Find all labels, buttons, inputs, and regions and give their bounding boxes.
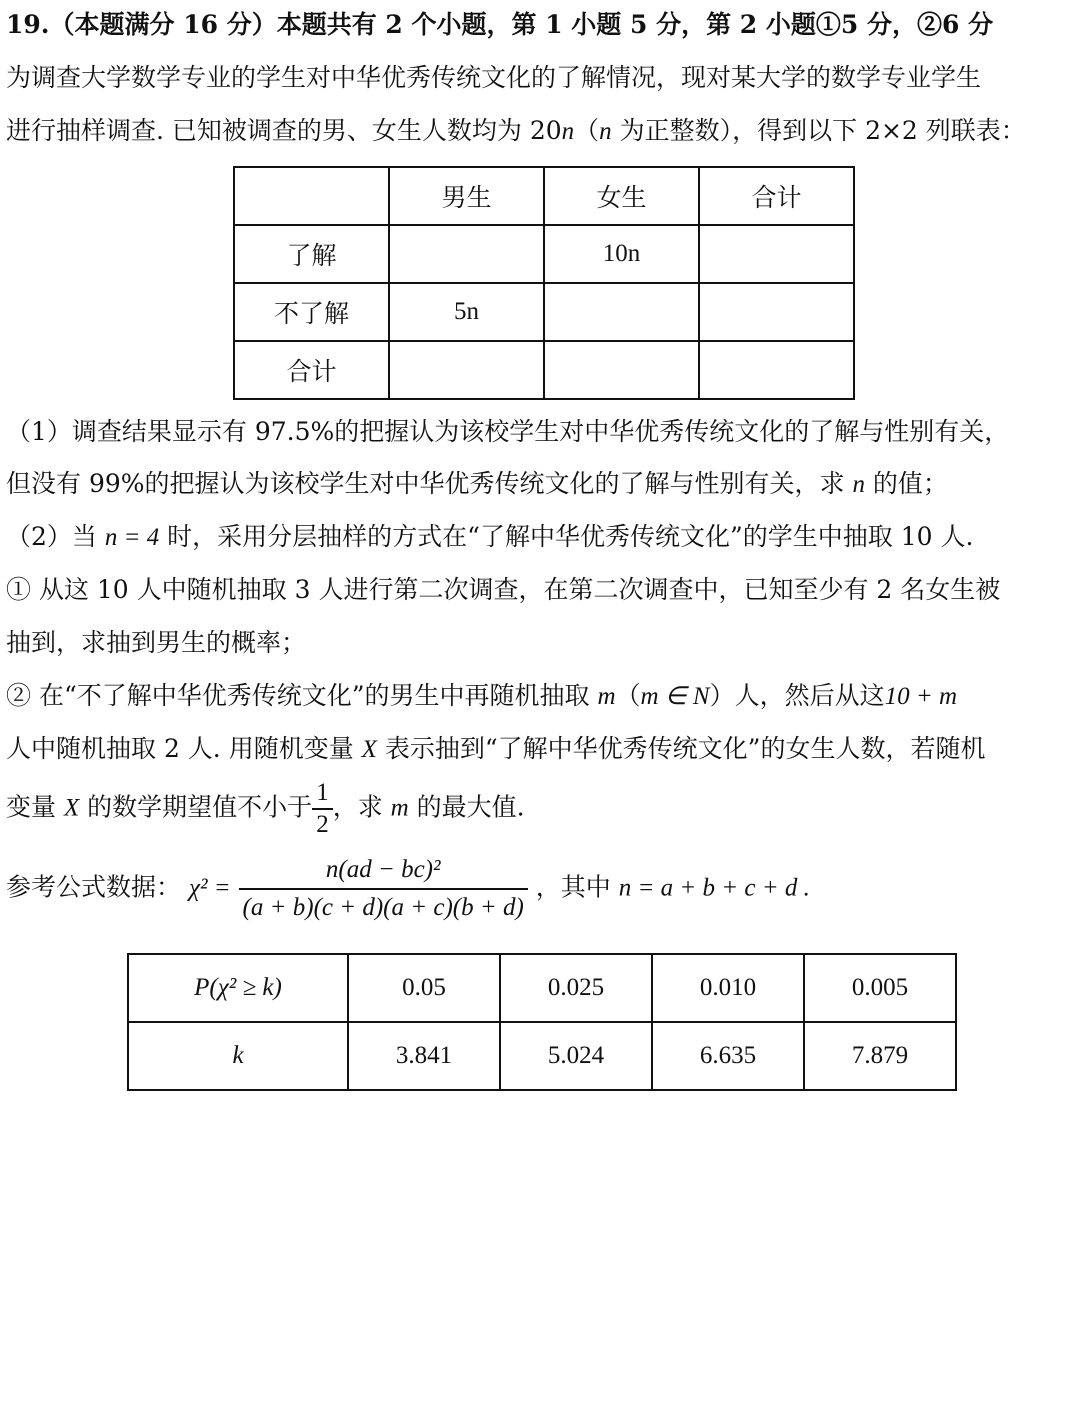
var-n: n <box>561 118 575 145</box>
q2b-text: ）人，然后从这 <box>709 681 885 710</box>
q2b-text: 变量 <box>6 792 64 822</box>
table-cell: 5n <box>389 283 544 341</box>
table-cell <box>544 283 699 341</box>
table-cell <box>699 283 854 341</box>
intro-text: 为正整数），得到以下 2×2 列联表： <box>611 116 1026 145</box>
k-label: k <box>232 1042 244 1069</box>
question-2a-line-1: ① 从这 10 人中随机抽取 3 人进行第二次调查，在第二次调查中，已知至少有 2 名女生被 <box>6 575 1001 604</box>
q1-text: 但没有 99%的把握认为该校学生对中华优秀传统文化的了解与性别有关，求 <box>6 469 853 498</box>
q2b-text: 的数学期望值不小于 <box>79 792 313 822</box>
row-label: 了解 <box>234 225 389 283</box>
var-m: m <box>390 794 409 822</box>
table-cell: 3.841 <box>348 1022 500 1090</box>
question-2-line-1 <box>6 520 973 555</box>
fraction-numerator: 1 <box>316 779 329 806</box>
row-label: 合计 <box>234 341 389 399</box>
table-row <box>234 283 854 341</box>
intro-line-1: 为调查大学数学专业的学生对中华优秀传统文化的了解情况，现对某大学的数学专业学生 <box>6 63 982 92</box>
p-label: P(χ² ≥ k) <box>194 974 282 1001</box>
table-header-cell: 合计 <box>699 167 854 225</box>
var-x: X <box>361 736 377 763</box>
table-row <box>234 225 854 283</box>
row-label: 不了解 <box>234 283 389 341</box>
fraction-one-half <box>312 778 333 840</box>
table-cell: 5.024 <box>500 1022 652 1090</box>
table-header-cell <box>234 167 389 225</box>
chi-square-fraction <box>239 852 528 926</box>
formula-label: 参考公式数据： <box>6 872 182 902</box>
q2b-text: 的最大值. <box>408 792 525 822</box>
var-x: X <box>63 794 80 822</box>
table-row <box>128 1022 956 1090</box>
expr-10-plus-m: 10 + m <box>884 683 958 710</box>
q2b-text: ② 在“不了解中华优秀传统文化”的男生中再随机抽取 <box>6 681 598 710</box>
var-m: m <box>597 683 616 710</box>
intro-text: （ <box>574 116 600 145</box>
q2b-text: ，求 <box>332 792 391 822</box>
row-label <box>128 1022 348 1090</box>
problem-header: 19.（本题满分 16 分）本题共有 2 个小题，第 1 小题 5 分，第 2 小题①5 分，②6 分 <box>6 10 994 39</box>
q2-text: 时，采用分层抽样的方式在“了解中华优秀传统文化”的学生中抽取 10 人. <box>159 522 974 551</box>
question-2b-line-3 <box>6 778 525 840</box>
expr-n-equals-4: n = 4 <box>104 524 160 551</box>
var-n: n <box>599 118 612 145</box>
var-n: n <box>852 471 865 498</box>
reference-formula <box>6 852 810 926</box>
table-header-cell: 女生 <box>544 167 699 225</box>
table-cell <box>389 225 544 283</box>
table-row <box>234 341 854 399</box>
table-cell <box>544 341 699 399</box>
table-cell: 10n <box>544 225 699 283</box>
table-cell: 6.635 <box>652 1022 804 1090</box>
expr-m-in-n: m ∈ N <box>640 683 710 710</box>
formula-denominator: (a + b)(c + d)(a + c)(b + d) <box>239 888 528 926</box>
chi-square-table <box>127 953 957 1091</box>
table-row <box>128 954 956 1022</box>
q2b-text: 人中随机抽取 2 人. 用随机变量 <box>6 734 362 763</box>
formula-suffix: ，其中 <box>535 872 611 902</box>
table-header-cell: 男生 <box>389 167 544 225</box>
table-cell: 0.005 <box>804 954 956 1022</box>
formula-condition: n = a + b + c + d . <box>618 874 810 902</box>
chi-square-lhs: χ² = <box>188 874 231 902</box>
table-cell: 7.879 <box>804 1022 956 1090</box>
table-cell <box>699 225 854 283</box>
table-header-row <box>234 167 854 225</box>
table-cell: 0.05 <box>348 954 500 1022</box>
q2b-text: （ <box>615 681 641 710</box>
question-1-line-2 <box>6 467 948 502</box>
fraction-denominator: 2 <box>312 808 333 840</box>
row-label <box>128 954 348 1022</box>
question-1-line-1: （1）调查结果显示有 97.5%的把握认为该校学生对中华优秀传统文化的了解与性别有关， <box>6 417 1010 446</box>
q1-text: 的值； <box>864 469 948 498</box>
table-cell <box>389 341 544 399</box>
table-cell <box>699 341 854 399</box>
q2b-text: 表示抽到“了解中华优秀传统文化”的女生人数，若随机 <box>376 734 986 763</box>
q2-text: （2）当 <box>6 522 105 551</box>
table-cell: 0.010 <box>652 954 804 1022</box>
formula-numerator: n(ad − bc)² <box>325 856 441 883</box>
question-2a-line-2: 抽到，求抽到男生的概率； <box>6 628 307 657</box>
question-2b-line-2 <box>6 732 985 767</box>
intro-text: 进行抽样调查. 已知被调查的男、女生人数均为 20 <box>6 116 562 145</box>
intro-line-2 <box>6 114 1026 149</box>
table-cell: 0.025 <box>500 954 652 1022</box>
question-2b-line-1 <box>6 679 957 714</box>
contingency-table <box>233 166 855 400</box>
